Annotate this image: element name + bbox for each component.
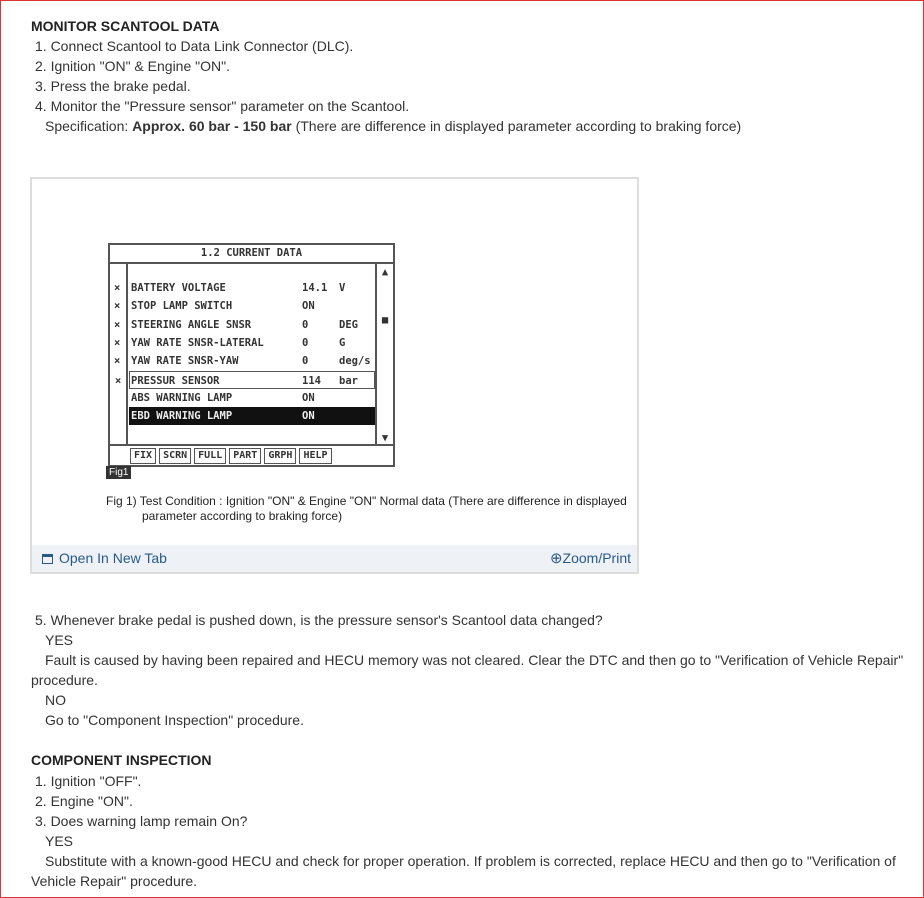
row-mark: × <box>114 282 121 294</box>
scantool-screen <box>108 243 395 467</box>
row-value: 0 <box>302 318 309 331</box>
spec-note: (There are difference in displayed parameter according to braking force) <box>291 118 742 134</box>
figure-caption: Fig 1) Test Condition : Ignition "ON" & Engine "ON" Normal data (There are difference in displayed <box>106 494 627 508</box>
data-row <box>110 352 375 370</box>
data-row <box>110 316 375 334</box>
specification <box>45 116 741 136</box>
part-button: PART <box>229 448 261 464</box>
row-mark: × <box>114 336 121 349</box>
figure-footer <box>32 545 637 572</box>
row-name: STEERING ANGLE SNSR <box>131 318 252 331</box>
row-name: YAW RATE SNSR-LATERAL <box>131 336 264 349</box>
step: 2. Engine "ON". <box>35 793 133 809</box>
scrn-button: SCRN <box>159 448 191 464</box>
data-row <box>110 279 375 297</box>
step: 2. Ignition "ON" & Engine "ON". <box>35 58 230 74</box>
row-name: ABS WARNING LAMP <box>131 391 233 404</box>
step: 4. Monitor the "Pressure sensor" parameter on the Scantool. <box>35 98 410 114</box>
data-row <box>110 334 375 352</box>
row-value: 0 <box>302 355 309 368</box>
open-tab-icon <box>42 554 53 564</box>
data-row <box>115 371 375 389</box>
scroll-thumb-icon: ■ <box>381 314 389 326</box>
step: 3. Does warning lamp remain On? <box>35 813 248 829</box>
full-button: FULL <box>194 448 226 464</box>
row-unit: deg/s <box>339 355 371 368</box>
row-value: ON <box>302 300 315 313</box>
step5-question: 5. Whenever brake pedal is pushed down, is the pressure sensor's Scantool data changed? <box>35 612 603 628</box>
row-name: STOP LAMP SWITCH <box>131 300 233 313</box>
yes-text-2: procedure. <box>31 672 98 688</box>
row-name: YAW RATE SNSR-YAW <box>131 355 239 368</box>
row-value: ON <box>302 391 315 404</box>
row-mark: × <box>114 355 121 368</box>
no-label: NO <box>45 692 66 708</box>
row-name: EBD WARNING LAMP <box>131 410 233 423</box>
row-value: ON <box>302 410 315 423</box>
row-unit: DEG <box>339 318 358 331</box>
row-unit: bar <box>339 374 358 387</box>
figure-caption-2: parameter according to braking force) <box>142 509 343 523</box>
grph-button: GRPH <box>264 448 296 464</box>
scroll-down-icon: ▼ <box>381 432 389 444</box>
data-row <box>129 407 375 425</box>
screen-title: 1.2 CURRENT DATA <box>110 245 393 264</box>
section-title-component: COMPONENT INSPECTION <box>31 752 212 768</box>
help-button: HELP <box>299 448 331 464</box>
section-title-monitor: MONITOR SCANTOOL DATA <box>31 18 220 34</box>
step: 1. Connect Scantool to Data Link Connector (DLC). <box>35 38 354 54</box>
row-unit: V <box>339 282 346 294</box>
fig-label: Fig1 <box>106 466 131 479</box>
fix-button: FIX <box>130 448 156 464</box>
row-mark: × <box>114 318 121 331</box>
row-value: 14.1 <box>302 282 328 294</box>
step: 3. Press the brake pedal. <box>35 78 191 94</box>
scroll-up-icon: ▲ <box>381 266 389 278</box>
scrollbar <box>375 264 393 444</box>
yes-label: YES <box>45 833 74 849</box>
spec-label: Specification: <box>45 118 133 134</box>
row-mark: × <box>114 300 121 313</box>
figure-panel <box>30 177 639 574</box>
zoom-in-icon: ⊕ <box>549 550 563 567</box>
row-value: 114 <box>302 374 321 387</box>
row-value: 0 <box>302 336 309 349</box>
zoom-print-label: Zoom/Print <box>562 550 631 566</box>
data-row <box>110 297 375 315</box>
open-new-tab-link[interactable] <box>42 545 167 572</box>
yes-label: YES <box>45 632 74 648</box>
spec-value: Approx. 60 bar - 150 bar <box>132 118 292 134</box>
open-new-tab-label: Open In New Tab <box>59 550 167 566</box>
no-text: Go to "Component Inspection" procedure. <box>45 712 304 728</box>
row-name: BATTERY VOLTAGE <box>131 282 226 294</box>
row-name: PRESSUR SENSOR <box>131 374 220 387</box>
step: 1. Ignition "OFF". <box>35 773 142 789</box>
zoom-print-link[interactable] <box>550 545 631 572</box>
data-row <box>110 389 375 407</box>
yes-text: Fault is caused by having been repaired and HECU memory was not cleared. Clear the DTC and then go to "Verification of Vehicle Repair" <box>45 652 904 668</box>
yes-text: Substitute with a known-good HECU and check for proper operation. If problem is corrected, replace HECU and then go to "Verification of <box>45 853 896 869</box>
row-mark: × <box>115 374 122 387</box>
yes-text-2: Vehicle Repair" procedure. <box>31 873 198 889</box>
screen-buttons <box>110 444 393 465</box>
row-unit: G <box>339 336 346 349</box>
